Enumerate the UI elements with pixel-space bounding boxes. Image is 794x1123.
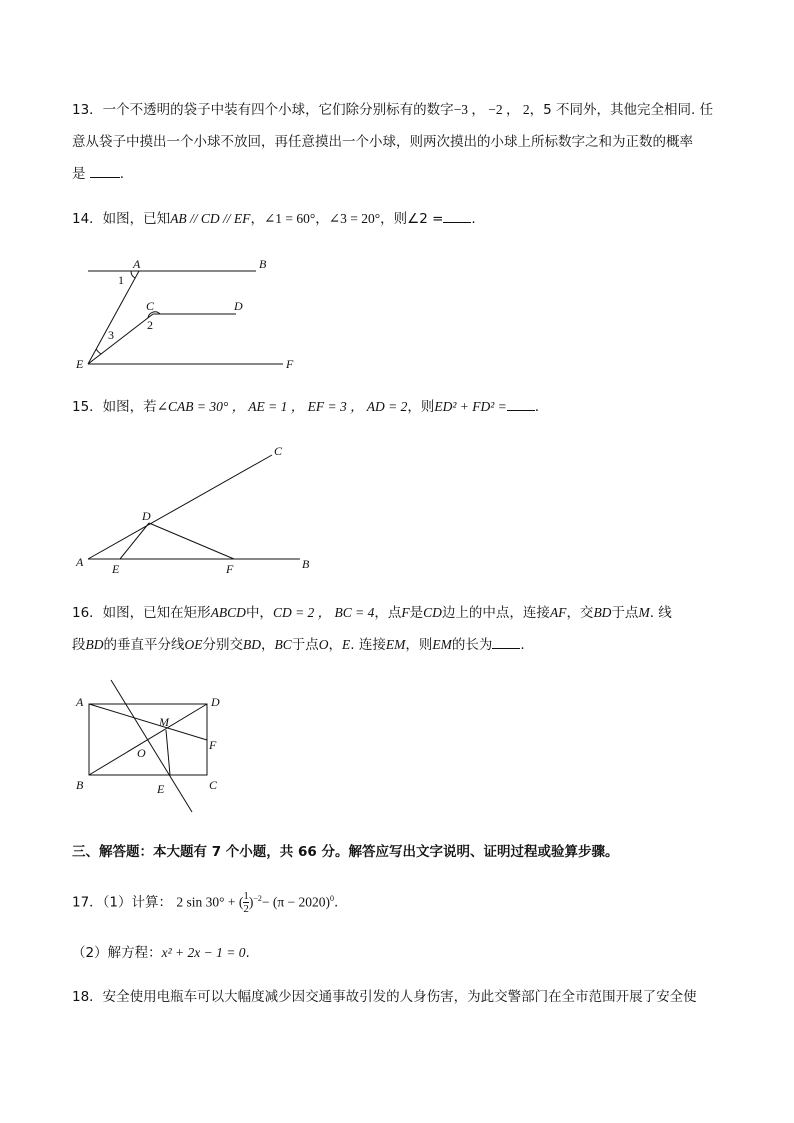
q17-part2-label: （2）解方程：	[72, 945, 162, 961]
q17-part1-exponent0: 0	[330, 894, 335, 903]
fig16-line-af	[89, 704, 207, 740]
fig14-label-angle1: 1	[118, 273, 124, 287]
q18-line1: 18．安全使用电瓶车可以大幅度减少因交通事故引发的人身伤害，为此交警部门在全市范围开展了安全使	[72, 989, 697, 1005]
fig14-label-angle3: 3	[108, 328, 114, 342]
fig14-label-b: B	[259, 257, 267, 271]
q16-seg-bd: BD	[593, 605, 612, 620]
q14-angle1: ∠1 = 60°	[263, 211, 316, 226]
q15-prefix: 15．如图，若	[72, 399, 157, 415]
fig14-label-f: F	[286, 357, 294, 371]
q13-end: .	[119, 166, 125, 182]
q17-part2-expr: x² + 2x − 1 = 0	[161, 945, 246, 960]
q17-fraction-den: 2	[243, 903, 249, 915]
q17-part1-expr-a: 2 sin 30° + (	[176, 894, 244, 910]
fig15-label-e: E	[112, 562, 120, 576]
q16-text-q: 的长为	[451, 637, 493, 653]
q16-text-d: 是	[409, 605, 424, 621]
q16-text-e: 边上的中点，连接	[441, 605, 550, 621]
q16-seg-bc: BC	[274, 637, 292, 652]
q16-seg-bd-2: BD	[85, 637, 104, 652]
q14-parallel: AB // CD // EF	[170, 211, 251, 226]
q13-text-a: 13．一个不透明的袋子中装有四个小球，它们除分别标有的数字	[72, 102, 454, 118]
fig16-label-d: D	[211, 695, 220, 709]
q13-numbers: −3 ， −2 ， 2	[453, 102, 530, 117]
fig15-label-d: D	[142, 509, 151, 523]
q16-text-p: ，则	[405, 637, 433, 653]
fig16-label-f: F	[209, 738, 217, 752]
q16-text-c: ，点	[374, 605, 402, 621]
fig14-label-e: E	[76, 357, 84, 371]
fig16-label-m: M	[159, 715, 169, 729]
fig16-line-oe	[111, 680, 192, 812]
q16-text-b: 中，	[245, 605, 273, 621]
section-3-heading: 三、解答题：本大题有 7 个小题，共 66 分。解答应写出文字说明、证明过程或验算步骤。	[72, 844, 619, 860]
q16-seg-em: EM	[385, 637, 406, 652]
q14-prefix: 14．如图，已知	[72, 211, 171, 227]
q16-text-f: ，交	[566, 605, 594, 621]
q13-text-b: ，5 不同外，其他完全相同. 任	[529, 102, 714, 118]
fig16-label-e: E	[157, 782, 165, 796]
q16-point-o: O	[318, 637, 329, 652]
q16-text-i: 段	[72, 637, 86, 653]
q16-text-k: 分别交	[202, 637, 243, 653]
q16-text-g: 于点	[611, 605, 639, 621]
q16-rect: ABCD	[210, 605, 246, 620]
q13-text-c: 是	[72, 166, 86, 182]
q16-text-n: ，	[328, 637, 343, 653]
q16-seg-cd: CD	[423, 605, 442, 620]
q16-text-h: . 线	[649, 605, 672, 621]
fig16-label-a: A	[76, 695, 84, 709]
q16-seg-em-2: EM	[432, 637, 452, 652]
q17-part1-exponent: −2	[253, 894, 262, 903]
fig16-label-o: O	[137, 746, 146, 760]
q16-text-o: . 连接	[350, 637, 386, 653]
q13-line2: 意从袋子中摸出一个小球不放回，再任意摸出一个小球，则两次摸出的小球上所标数字之和为正数的概率	[72, 134, 693, 150]
q17-part2	[72, 944, 250, 962]
q14-angle3: ∠3 = 20°	[328, 211, 381, 226]
fig14-label-angle2: 2	[147, 318, 153, 332]
fig14-label-a: A	[133, 257, 141, 271]
q16-point-m: M	[638, 605, 650, 620]
q16-end: .	[520, 637, 525, 653]
fig15-label-b: B	[302, 557, 310, 571]
fig15-label-f: F	[226, 562, 234, 576]
q17-part1: 17．（1）计算： 2 sin 30° + ( $\frac{1}{2}$ )$^{-2}- (\pi - 2020)^0$.	[72, 890, 339, 915]
q15-end: .	[534, 399, 540, 415]
fig15-label-a: A	[76, 555, 84, 569]
fig15-label-c: C	[274, 444, 283, 458]
q15-ask: ，则	[407, 399, 435, 415]
q17-part1-expr-b: − (π − 2020)	[261, 894, 331, 910]
q16-given: CD = 2 ， BC = 4	[272, 605, 375, 620]
q16-seg-bd-3: BD	[243, 637, 261, 652]
q16-point-e: E	[342, 637, 351, 652]
q16-text-j: 的垂直平分线	[103, 637, 185, 653]
q16-text-a: 16．如图，已知在矩形	[72, 605, 211, 621]
q16-point-f: F	[401, 605, 410, 620]
fig16-label-c: C	[209, 778, 218, 792]
fig16-line-em	[166, 730, 170, 775]
q17-fraction-num: 1	[243, 890, 249, 902]
q16-seg-af: AF	[549, 605, 567, 620]
q17-part1-end: .	[334, 894, 339, 911]
q17-part1-label: 17．（1）计算：	[72, 894, 173, 911]
fig14-label-c: C	[146, 299, 155, 313]
q16-seg-oe: OE	[184, 637, 203, 652]
q14-end: .	[471, 211, 476, 227]
fig16-label-b: B	[76, 778, 84, 792]
q15-expr: ED² + FD² =	[434, 399, 507, 414]
q14-line: 14．如图，已知AB // CD // EF，∠1 = 60°，∠3 = 20°，则∠2 = .	[72, 211, 476, 227]
q16-text-l: ，	[261, 637, 275, 653]
q17-part2-end: .	[245, 945, 250, 961]
q14-ask: ，则∠2 =	[380, 211, 444, 227]
q15-given: ∠CAB = 30° ， AE = 1 ， EF = 3 ， AD = 2	[156, 399, 408, 414]
q16-text-m: 于点	[291, 637, 319, 653]
fig14-label-d: D	[234, 299, 243, 313]
